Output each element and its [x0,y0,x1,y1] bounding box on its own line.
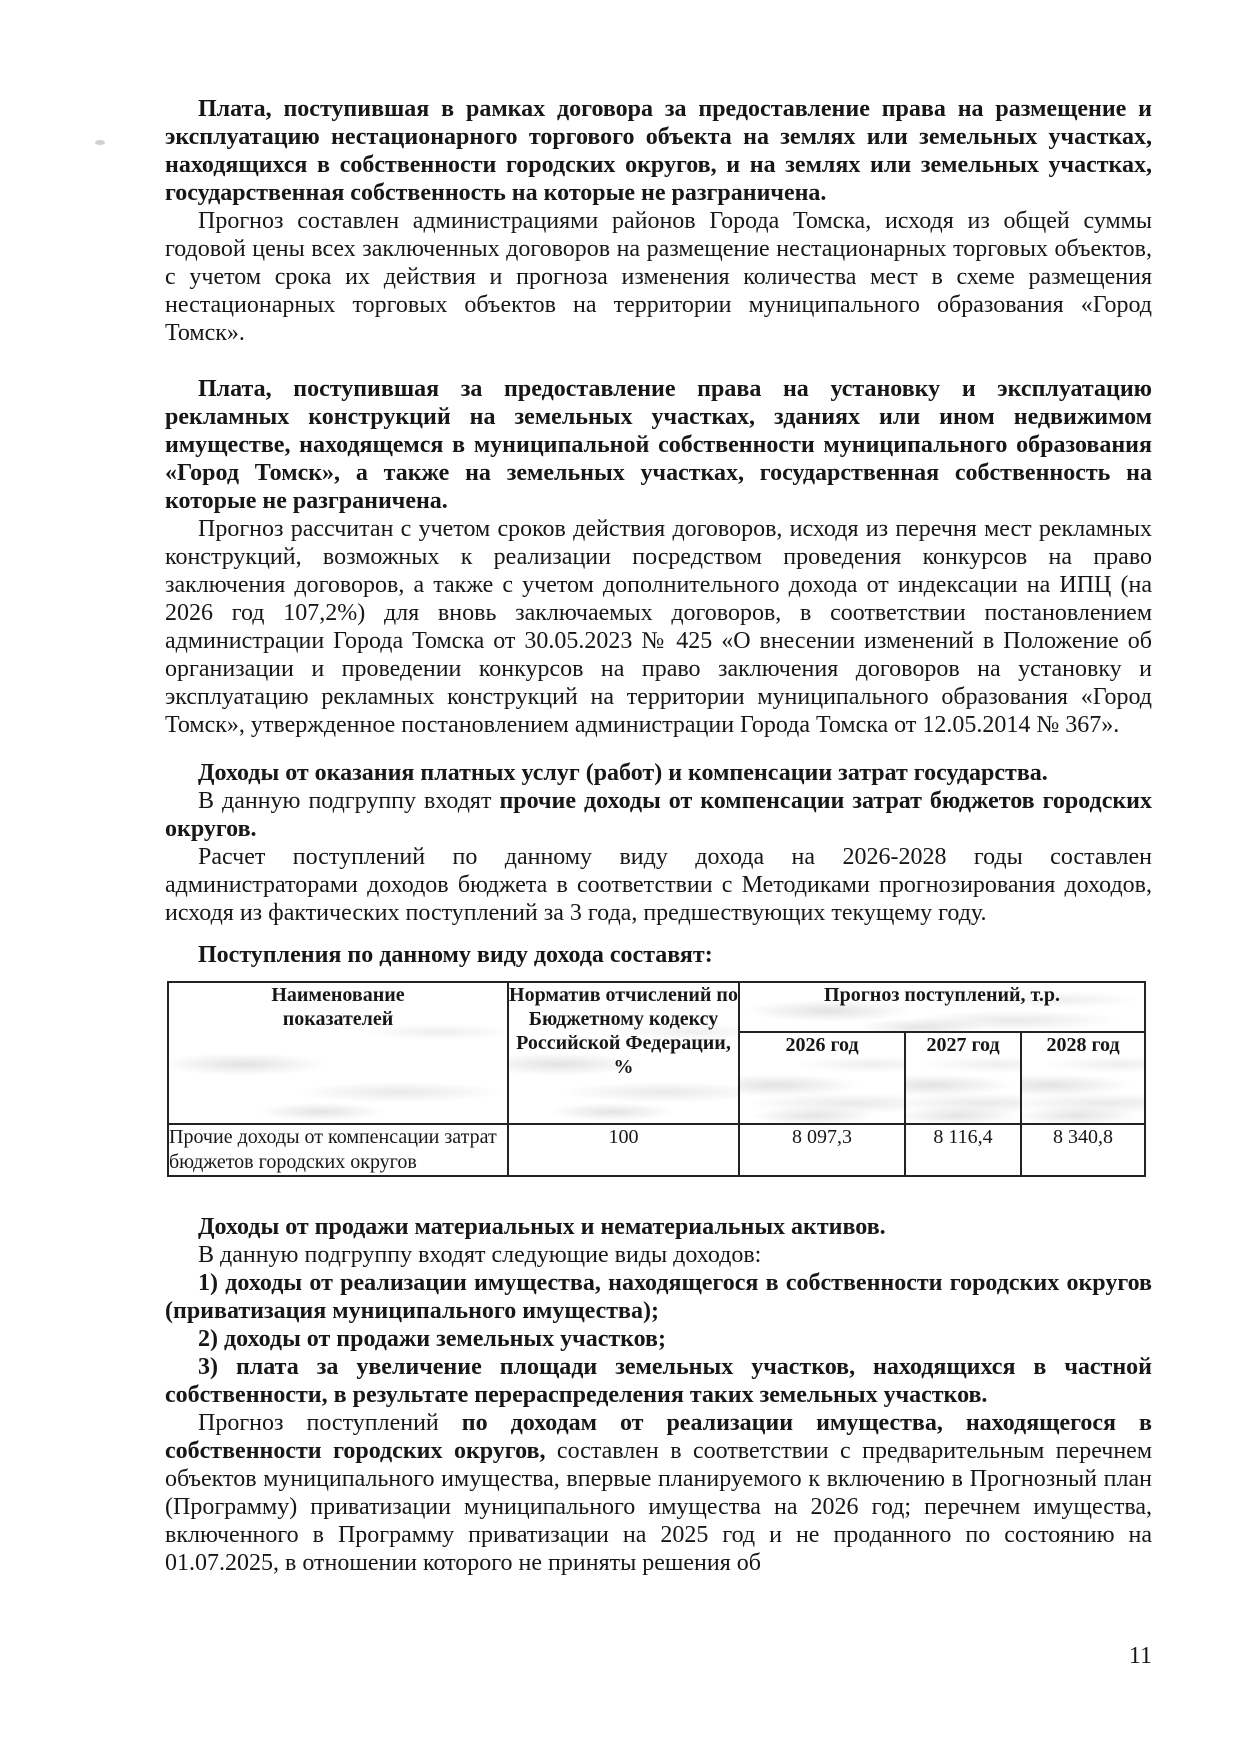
paragraph-subgroup-composition [165,787,1152,843]
text-run: В данную подгруппу входят следующие виды доходов: [198,1242,762,1268]
table-row [168,1124,1145,1176]
text-run: прочие доходы от компенсации затрат бюджетов городских округов. [165,788,1152,842]
text-run: Прогноз поступлений [198,1410,462,1436]
text-run: 3) плата за увеличение площади земельных участков, находящихся в частной собственности, в результате перераспределения таких земельных участков. [165,1354,1152,1408]
table-header-indicator-label: Наименование показателей [271,984,405,1030]
heading-asset-sales-income [165,1213,1152,1241]
body-bottom [165,1213,1152,1577]
text-run: составлен в соответствии с предварительным перечнем объектов муниципального имущества, впервые планируемого к включению в Прогнозный план (Программу) приватизации муниципального имущества на 2026 год; перечнем имущества, включенного в Программу приватизации на 2025 год и не проданного по состоянию на 01.07.2025, в отношении которого не приняты решения об [165,1438,1153,1576]
table-header-row-1 [168,982,1145,1032]
table-cell-value-2028: 8 340,8 [1021,1124,1145,1176]
text-run: Доходы от оказания платных услуг (работ) и компенсации затрат государства. [198,760,1048,786]
table-cell-indicator: Прочие доходы от компенсации затрат бюджетов городских округов [168,1124,508,1176]
text-run: 2) доходы от продажи земельных участков; [198,1326,666,1352]
paragraph-nto-forecast [165,207,1152,347]
list-item-3 [165,1353,1152,1409]
scan-artifact [95,140,105,145]
table-header-year-2028: 2028 год [1021,1032,1145,1124]
text-run: 1) доходы от реализации имущества, находящегося в собственности городских округов (приватизация муниципального имущества); [165,1270,1152,1324]
forecast-table [167,981,1146,1177]
list-item-1 [165,1269,1152,1325]
paragraph-calculation-method [165,843,1152,927]
heading-nto-placement-fee [165,95,1152,207]
table-header-year-2026: 2026 год [739,1032,905,1124]
table-header-forecast-group: Прогноз поступлений, т.р. [739,982,1145,1032]
page-number: 11 [1128,1643,1152,1669]
paragraph-privatization-forecast [165,1409,1152,1577]
table-cell-value-2026: 8 097,3 [739,1124,905,1176]
table-cell-norm: 100 [508,1124,739,1176]
text-run: по доходам от реализации имущества, находящегося в собственности городских округов, [165,1410,1152,1464]
heading-table-lead-in [165,941,1152,969]
text-run: Прогноз составлен администрациями районов Города Томска, исходя из общей суммы годовой цены всех заключенных договоров на размещение нестационарных торговых объектов, с учетом срока их действия и прогноза изменения количества мест в схеме размещения нестационарных торговых объектов на территории муниципального образования «Город Томск». [165,208,1152,346]
text-run: Поступления по данному виду дохода составят: [198,942,713,968]
text-run: Расчет поступлений по данному виду дохода на 2026-2028 годы составлен администраторами доходов бюджета в соответствии с Методиками прогнозирования доходов, исходя из фактических поступлений за 3 года, предшествующих текущему году. [165,844,1152,926]
heading-advertising-fee [165,375,1152,515]
list-item-2 [165,1325,1152,1353]
paragraph-advertising-forecast [165,515,1152,739]
text-run: Плата, поступившая в рамках договора за предоставление права на размещение и эксплуатацию нестационарного торгового объекта на землях или земельных участках, находящихся в собственности городских округов, и на землях или земельных участках, государственная собственность на которые не разграничена. [165,96,1152,206]
table-header-norm: Норматив отчислений по Бюджетному кодексу Российской Федерации, % [508,982,739,1124]
table-header-indicator [168,982,508,1124]
text-run: Прогноз рассчитан с учетом сроков действия договоров, исходя из перечня мест рекламных конструкций, возможных к реализации посредством проведения конкурсов на право заключения договоров, а также с учетом дополнительного дохода от индексации на ИПЦ (на 2026 год 107,2%) для вновь заключаемых договоров, в соответствии постановлением администрации Города Томска от 30.05.2023 № 425 «О внесении изменений в Положение об организации и проведении конкурсов на право заключения договоров на установку и эксплуатацию рекламных конструкций на территории муниципального образования «Город Томск», утвержденное постановлением администрации Города Томска от 12.05.2014 № 367». [165,516,1152,738]
table-cell-value-2027: 8 116,4 [905,1124,1021,1176]
paragraph-income-types-intro [165,1241,1152,1269]
document-body [165,95,1152,1577]
body-top [165,95,1152,969]
text-run: В данную подгруппу входят [198,788,500,814]
table-header-year-2027: 2027 год [905,1032,1021,1124]
heading-paid-services-income [165,759,1152,787]
text-run: Плата, поступившая за предоставление права на установку и эксплуатацию рекламных конструкций на земельных участках, зданиях или ином недвижимом имуществе, находящемся в муниципальной собственности муниципального образования «Город Томск», а также на земельных участках, государственная собственность на которые не разграничена. [165,376,1152,514]
text-run: Доходы от продажи материальных и нематериальных активов. [198,1214,886,1240]
